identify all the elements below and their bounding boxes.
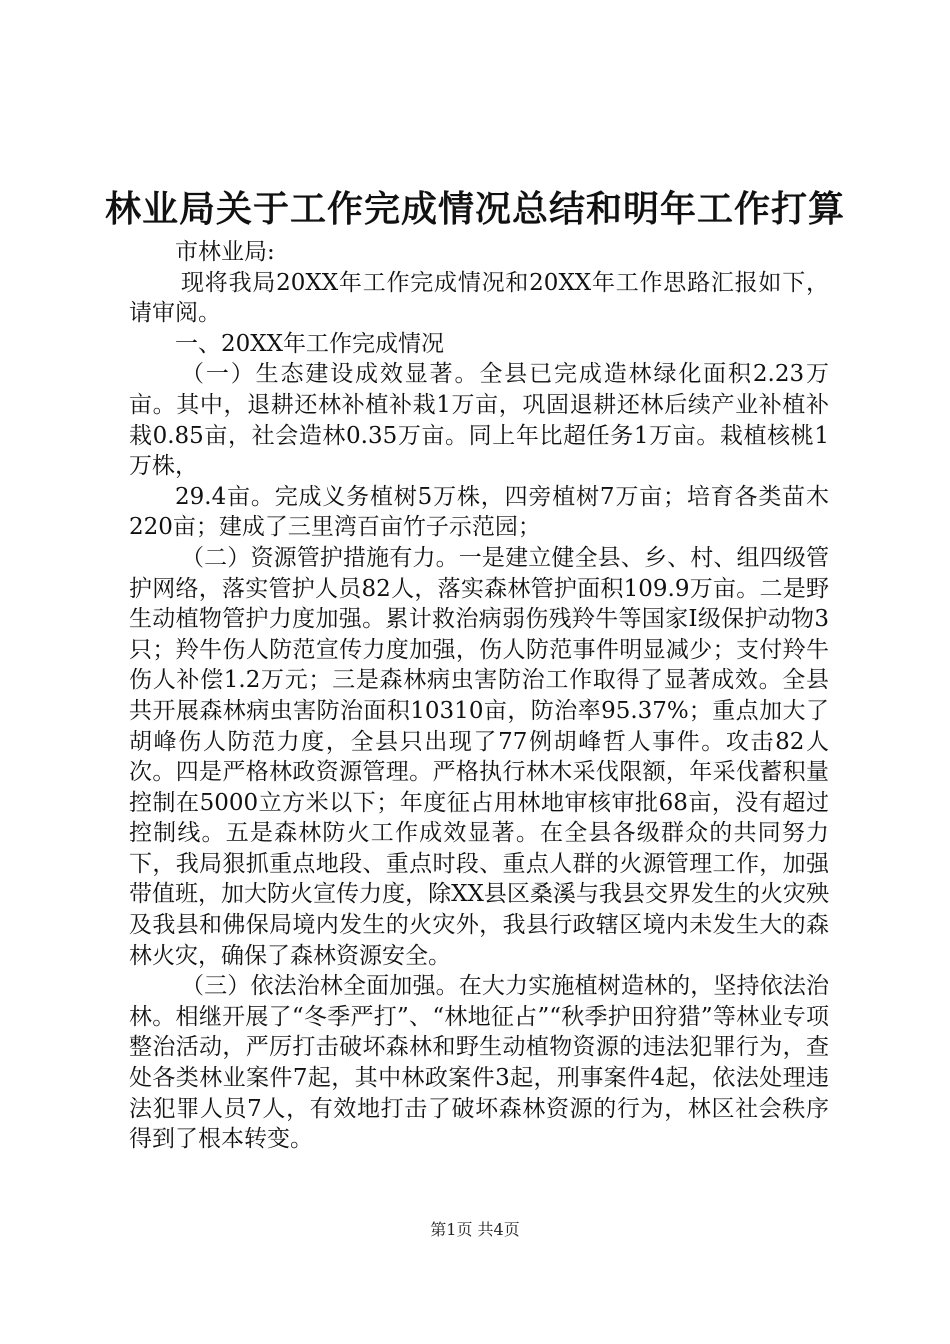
section-heading: 一、20XX年工作完成情况 [175, 330, 445, 357]
paragraph-ecology: （一）生态建设成效显著。全县已完成造林绿化面积2.23万亩。其中，退耕还林补植补栽1万亩，巩固退耕还林后续产业补植补栽0.85亩，社会造林0.35万亩。同上年比超任务1万亩。栽植核桃1万株， [129, 361, 829, 480]
document-body [129, 237, 829, 1155]
page-footer: 第1页 共4页 [430, 1220, 520, 1239]
paragraph-planting: 29.4亩。完成义务植树5万株，四旁植树7万亩；培育各类苗木220亩；建成了三里湾百亩竹子示范园； [129, 483, 829, 541]
document-title: 林业局关于工作完成情况总结和明年工作打算 [104, 189, 845, 230]
paragraph-resource-management: （二）资源管护措施有力。一是建立健全县、乡、村、组四级管护网络，落实管护人员82人，落实森林管护面积109.9万亩。二是野生动植物管护力度加强。累计救治病弱伤残羚牛等国家Ⅰ级保护动物3只；羚牛伤人防范宣传力度加强，伤人防范事件明显减少；支付羚牛伤人补偿1.2万元；三是森林病虫害防治工作取得了显著成效。全县共开展森林病虫害防治面积10310亩，防治率95.37%；重点加大了胡峰伤人防范力度，全县只出现了77例胡峰哲人事件。攻击82人次。四是严格林政资源管理。严格执行林木采伐限额，年采伐蓄积量控制在5000立方米以下；年度征占用林地审核审批68亩，没有超过控制线。五是森林防火工作成效显著。在全县各级群众的共同努力下，我局狠抓重点地段、重点时段、重点人群的火源管理工作，加强带值班，加大防火宣传力度，除XX县区桑溪与我县交界发生的火灾殃及我县和佛保局境内发生的火灾外，我县行政辖区境内未发生大的森林火灾，确保了森林资源安全。 [129, 544, 829, 969]
intro-paragraph: 现将我局20XX年工作完成情况和20XX年工作思路汇报如下，请审阅。 [129, 269, 829, 327]
paragraph-law-enforcement: （三）依法治林全面加强。在大力实施植树造林的，坚持依法治林。相继开展了“冬季严打”、“林地征占”“秋季护田狩猎”等林业专项整治活动，严厉打击破坏森林和野生动植物资源的违法犯罪行为，查处各类林业案件7起，其中林政案件3起，刑事案件4起，依法处理违法犯罪人员7人，有效地打击了破坏森林资源的行为，林区社会秩序得到了根本转变。 [129, 973, 829, 1153]
salutation: 市林业局: [175, 239, 275, 265]
